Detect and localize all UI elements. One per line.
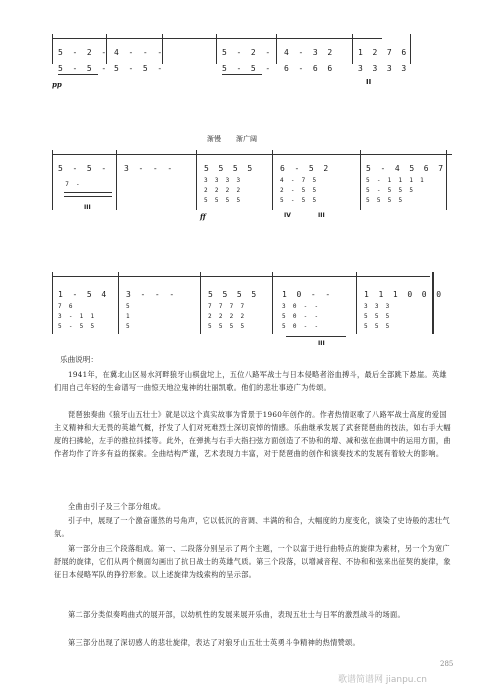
barline <box>360 150 361 210</box>
score-notes: 5 - 2 - <box>222 48 271 57</box>
score-notes: 1 - 5 4 <box>58 290 107 299</box>
score-notes: 5 - 5 - <box>58 164 107 173</box>
score-notes: 5 - 5 5 <box>58 323 95 330</box>
score-notes: 1 2 7 6 <box>358 48 407 57</box>
score-notes: 2 2 2 2 <box>204 187 241 194</box>
score-notes: 5 - 4 5 6 7 <box>366 164 444 173</box>
roman-mark: III <box>318 340 325 347</box>
score-notes: 5 - 5 5 5 <box>366 187 413 194</box>
score-notes: 7 7 7 7 <box>208 303 245 310</box>
score-notes: 5 - 5 - <box>222 64 271 73</box>
paragraph-introduction: 引子中，展现了一个激奋谨然的号角声，它以低沉的音调、丰满的和合，大幅度的力度变化，演染了史诗般的悲壮气氛。 <box>54 516 450 538</box>
tie-line <box>286 336 346 337</box>
watermark: 歌谱简谱网 jianpu.cn <box>338 675 428 685</box>
score-notes: 5 0 - - <box>282 323 319 330</box>
paragraph-structure: 全曲由引子及三个部分组成。 <box>68 502 166 511</box>
barline <box>272 272 273 334</box>
score-notes: 2 2 2 2 <box>208 313 245 320</box>
paragraph-part-three: 第三部分出现了深切感人的悲壮旋律，表达了对狼牙山五壮士英勇斗争精神的热情赞颂。 <box>68 638 361 647</box>
tie-line <box>64 192 112 193</box>
barline <box>356 272 357 334</box>
score-notes: 5 5 5 5 <box>366 197 403 204</box>
score-notes: 5 - 5 - <box>114 64 163 73</box>
page-number: 285 <box>440 660 454 668</box>
tie-line <box>222 74 262 75</box>
barline <box>446 150 447 210</box>
section-heading: 乐曲说明： <box>60 355 98 364</box>
barline <box>52 272 53 334</box>
dynamic-mark: ff <box>200 212 206 221</box>
score-notes: 5 <box>126 323 130 330</box>
score-notes: 5 5 5 <box>364 313 390 320</box>
score-notes: 5 5 5 5 <box>208 290 257 299</box>
score-notes: 4 - 3 2 <box>284 48 333 57</box>
score-notes: 4 - - - <box>114 48 163 57</box>
score-notes: 5 - 5 5 <box>280 197 317 204</box>
score-notes: 5 - 2 - <box>58 48 107 57</box>
barline <box>200 272 201 334</box>
score-notes: 3 - 1 1 <box>58 313 95 320</box>
score-notes: 1 0 - - <box>282 290 331 299</box>
score-notes: 2 - 5 5 <box>280 187 317 194</box>
barline <box>52 150 53 210</box>
score-notes: 7 - <box>58 181 80 188</box>
barline <box>118 272 119 334</box>
score-notes: 5 - 1 1 1 1 <box>366 177 424 184</box>
final-barline <box>432 272 434 334</box>
barline <box>116 150 117 210</box>
paragraph-background: 琵琶独奏曲《狼牙山五壮士》就是以这个真实故事为背景于1960年创作的。作者热情讴歌了八路军战士高度的爱国主义精神和大无畏的英雄气概，抒发了人们对死难烈士深切哀悼的情感。乐曲继承发展了武套琵琶曲的技法，如右手大幅度的扫拂轮，左手的推拉抖揉等。此外，在弹挑与右手大指扫弦方面创造了不协和的增、减和弦在曲调中的运用方面，曲作者均作了许多有益的探索。全曲结构严谨，艺术表现力丰富，对于琵琶曲的创作和演奏技术的发展有着较大的影响。 <box>54 410 451 458</box>
score-notes: 5 <box>126 303 130 310</box>
score-notes: 7 6 <box>58 303 73 310</box>
score-notes: 5 0 - - <box>282 313 319 320</box>
score-notes: 3 3 3 3 <box>358 64 407 73</box>
score-notes: 5 - 5 - <box>58 64 107 73</box>
score-notes: 5 5 5 5 <box>204 164 253 173</box>
score-notes: 1 <box>126 313 130 320</box>
beam-line <box>52 38 382 39</box>
score-notes: 4 - 7 5 <box>280 177 317 184</box>
barline <box>272 150 273 210</box>
score-notes: 5 5 5 5 <box>204 197 241 204</box>
barline <box>352 34 353 64</box>
barline <box>196 150 197 210</box>
barline <box>410 34 411 64</box>
score-notes: 3 3 3 3 <box>204 177 241 184</box>
barline <box>276 34 277 64</box>
beam-line <box>52 276 430 277</box>
score-notes: 3 3 3 <box>364 303 390 310</box>
roman-mark: III <box>84 204 91 211</box>
paragraph-intro: 1941年，在冀北山区易水河畔狼牙山棋盘坨上，五位八路军战士与日本侵略者浴血搏斗，最后全部跳下悬崖。英雄们用自己年轻的生命谱写一曲惊天地泣鬼神的壮丽凯歌。他们的悲壮事迹广为传颂。 <box>54 370 447 392</box>
paragraph-part-two: 第二部分类似奏鸣曲式的展开部，以幼机性的发展来展开乐曲，表现五壮士与日军的激烈战斗的场面。 <box>68 610 405 619</box>
tie-line <box>58 74 98 75</box>
tempo-mark: 渐慢 <box>207 135 221 143</box>
roman-mark: II <box>366 78 372 86</box>
score-notes: 1 1 1 0 0 0 <box>364 290 442 299</box>
score-notes: 6 - 5 2 <box>280 164 329 173</box>
roman-mark: IV <box>284 212 291 219</box>
score-notes: 3 0 - - <box>282 303 319 310</box>
score-notes: 3 - - - <box>126 290 175 299</box>
dynamic-mark: pp <box>52 80 62 89</box>
barline <box>216 34 217 64</box>
roman-mark: III <box>318 212 325 219</box>
beam-line <box>52 154 452 155</box>
score-notes: 6 - 6 6 <box>284 64 333 73</box>
tie-line <box>64 196 112 197</box>
paragraph-part-one: 第一部分由三个段落组成。第一、二段落分别呈示了两个主题，一个以富于进行曲特点的旋律为素材，另一个为宽广舒展的旋律，它们从两个侧面勾画出了抗日战士的英雄气质。第三个段落，以增减音程、不协和和弦来出征契的旋律，象征日本侵略军队的狰狞形象。以上述旋律为线索构的呈示部。 <box>54 544 451 579</box>
barline <box>52 34 53 64</box>
score-notes: 5 5 5 <box>364 323 390 330</box>
tempo-mark: 渐广阔 <box>236 135 257 143</box>
score-notes: 3 - - - <box>124 164 173 173</box>
score-notes: 5 5 5 5 <box>208 323 245 330</box>
